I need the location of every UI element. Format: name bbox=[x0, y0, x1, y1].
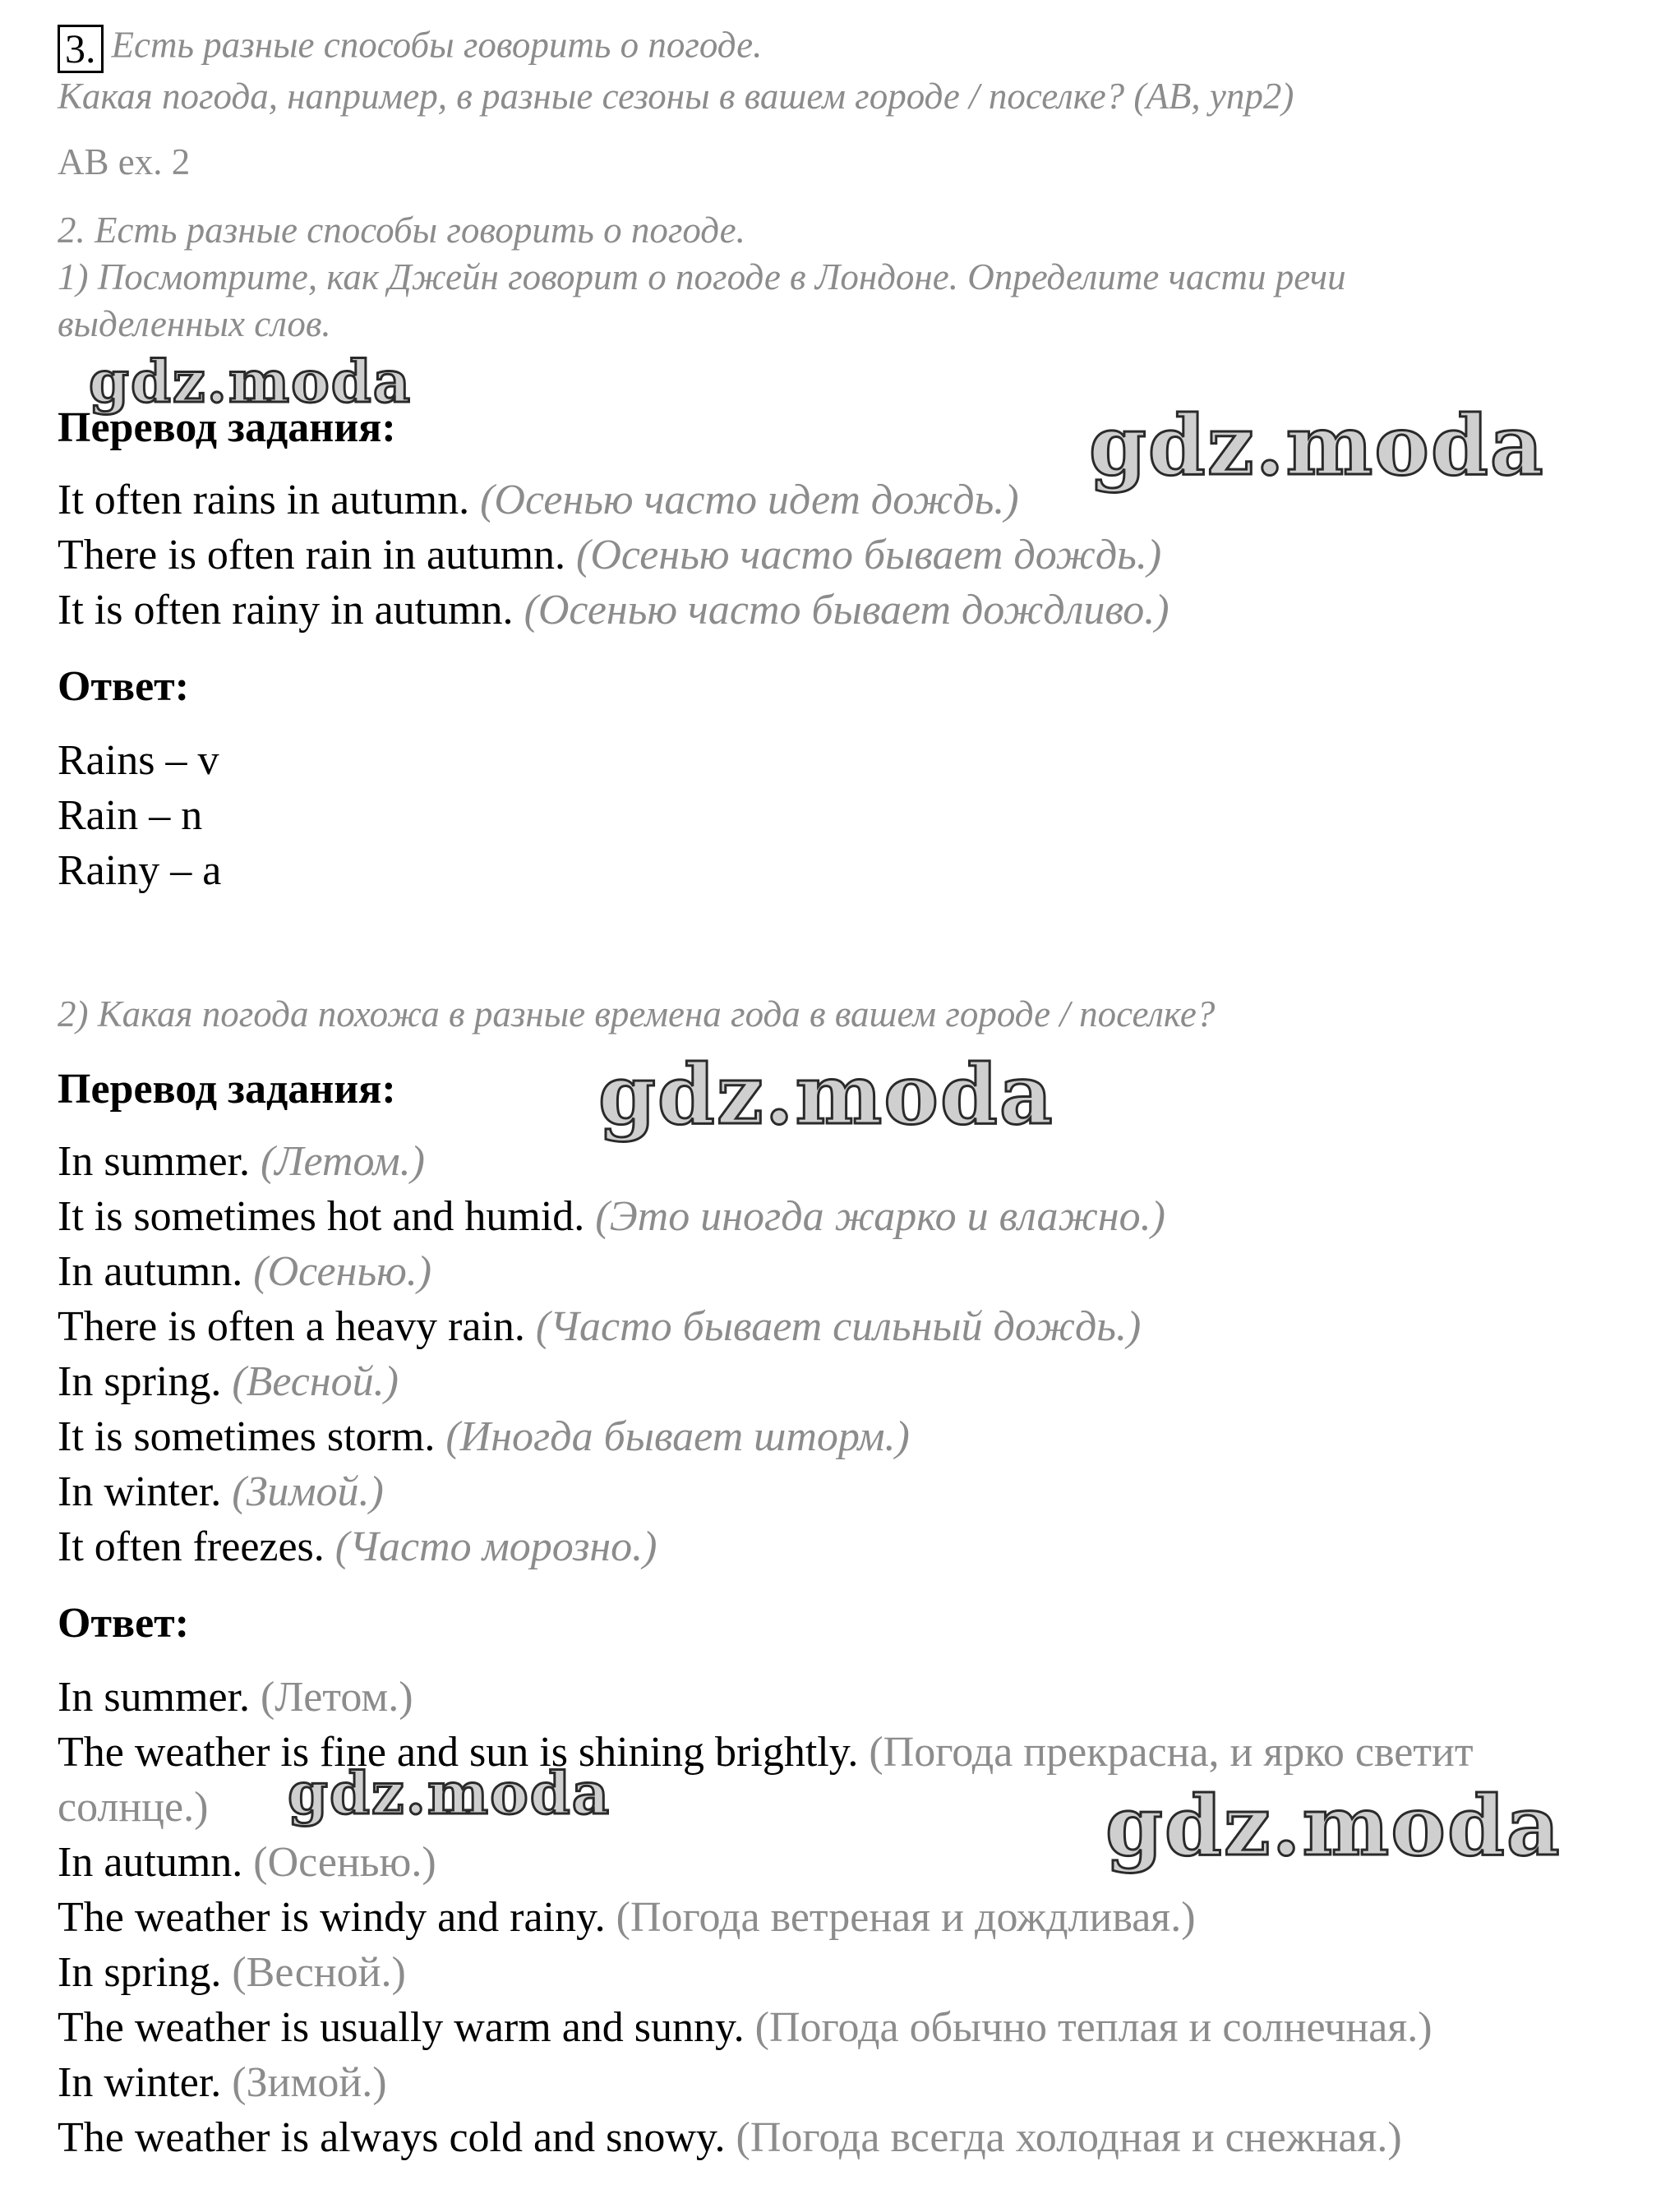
russian-translation: (Летом.) bbox=[260, 1138, 425, 1185]
english-text: There is often rain in autumn. bbox=[58, 532, 566, 578]
answer-line bbox=[58, 1949, 406, 1996]
english-text: In winter. bbox=[58, 2059, 222, 2106]
exercise-line1: 2. Есть разные способы говорить о погоде. bbox=[58, 210, 745, 251]
english-text: In spring. bbox=[58, 1949, 222, 1996]
task2-text: 2) Какая погода похожа в разные времена года в вашем городе / поселке? bbox=[58, 993, 1216, 1035]
english-text: The weather is fine and sun is shining brightly. bbox=[58, 1729, 859, 1776]
english-text: In summer. bbox=[58, 1674, 250, 1721]
russian-translation: (Часто бывает сильный дождь.) bbox=[535, 1303, 1142, 1350]
english-text: It often freezes. bbox=[58, 1523, 325, 1570]
answer-heading-1: Ответ: bbox=[58, 663, 190, 710]
english-text: In summer. bbox=[58, 1138, 250, 1185]
english-text: In spring. bbox=[58, 1358, 222, 1405]
russian-translation: (Зимой.) bbox=[232, 2059, 387, 2106]
english-text: It often rains in autumn. bbox=[58, 477, 470, 523]
exercise-line2: 1) Посмотрите, как Джейн говорит о погоде в Лондоне. Определите части речи bbox=[58, 256, 1346, 297]
russian-translation: (Осенью.) bbox=[253, 1839, 436, 1886]
english-text: It is sometimes hot and humid. bbox=[58, 1193, 585, 1240]
answer-line bbox=[58, 1786, 208, 1829]
exercise-line3: выделенных слов. bbox=[58, 303, 331, 344]
english-text: The weather is usually warm and sunny. bbox=[58, 2004, 745, 2051]
russian-translation: (Зимой.) bbox=[232, 1468, 384, 1515]
russian-translation: (Это иногда жарко и влажно.) bbox=[595, 1193, 1165, 1240]
translation-line bbox=[58, 1248, 432, 1295]
watermark-logo: gdz.moda bbox=[1089, 397, 1545, 494]
translation-line bbox=[58, 534, 1161, 577]
translation-line bbox=[58, 1138, 425, 1185]
answer-line bbox=[58, 1841, 436, 1884]
answer-line bbox=[58, 1676, 413, 1719]
english-text: The weather is always cold and snowy. bbox=[58, 2114, 726, 2161]
answer-line: Rainy – a bbox=[58, 847, 222, 894]
russian-translation: (Весной.) bbox=[232, 1358, 399, 1405]
translation-line bbox=[58, 589, 1169, 632]
translation-line bbox=[58, 1303, 1142, 1350]
answer-line: Rains – v bbox=[58, 737, 219, 784]
english-text: It is sometimes storm. bbox=[58, 1413, 436, 1460]
answer-line bbox=[58, 1896, 1196, 1939]
answer-heading-2: Ответ: bbox=[58, 1600, 190, 1647]
russian-translation: (Погода всегда холодная и снежная.) bbox=[736, 2114, 1402, 2161]
task-text-line1: Есть разные способы говорить о погоде. bbox=[111, 24, 763, 66]
answer-line bbox=[58, 2114, 1402, 2161]
answer-line bbox=[58, 2004, 1432, 2051]
russian-translation: (Погода ветреная и дождливая.) bbox=[616, 1894, 1196, 1941]
translation-line bbox=[58, 479, 1019, 522]
russian-translation: (Летом.) bbox=[260, 1674, 413, 1721]
watermark-logo: gdz.moda bbox=[1105, 1777, 1562, 1874]
english-text: In autumn. bbox=[58, 1248, 243, 1295]
task-text-line2: Какая погода, например, в разные сезоны в вашем городе / поселке? (AB, упр2) bbox=[58, 76, 1294, 117]
task-title-line bbox=[58, 25, 762, 73]
russian-translation: (Осенью часто бывает дождливо.) bbox=[524, 587, 1169, 634]
english-text: The weather is windy and rainy. bbox=[58, 1894, 606, 1941]
task-reference: AB ex. 2 bbox=[58, 141, 191, 182]
watermark-logo: gdz.moda bbox=[598, 1046, 1054, 1143]
translation-line bbox=[58, 1193, 1165, 1240]
russian-translation: (Осенью.) bbox=[253, 1248, 432, 1295]
english-text: There is often a heavy rain. bbox=[58, 1303, 525, 1350]
russian-translation: (Иногда бывает шторм.) bbox=[445, 1413, 910, 1460]
translation-heading-2: Перевод задания: bbox=[58, 1066, 396, 1113]
russian-translation: (Погода прекрасна, и ярко светит bbox=[869, 1729, 1474, 1776]
watermark-logo: gdz.moda bbox=[89, 348, 413, 416]
exercise-number: 3. bbox=[58, 25, 104, 73]
watermark-logo: gdz.moda bbox=[288, 1759, 611, 1827]
russian-translation: (Осенью часто идет дождь.) bbox=[480, 477, 1019, 523]
translation-heading-1: Перевод задания: bbox=[58, 404, 396, 451]
english-text: In winter. bbox=[58, 1468, 222, 1515]
russian-translation: (Погода обычно теплая и солнечная.) bbox=[754, 2004, 1432, 2051]
answer-line bbox=[58, 2059, 387, 2106]
translation-line bbox=[58, 1413, 910, 1460]
translation-line bbox=[58, 1358, 399, 1405]
english-text: In autumn. bbox=[58, 1839, 243, 1886]
answer-line: Rain – n bbox=[58, 792, 203, 839]
english-text: It is often rainy in autumn. bbox=[58, 587, 514, 634]
russian-translation: солнце.) bbox=[58, 1784, 209, 1831]
answer-line bbox=[58, 1731, 1474, 1774]
translation-line bbox=[58, 1523, 657, 1570]
russian-translation: (Весной.) bbox=[232, 1949, 406, 1996]
russian-translation: (Часто морозно.) bbox=[334, 1523, 657, 1570]
translation-line bbox=[58, 1468, 384, 1515]
russian-translation: (Осенью часто бывает дождь.) bbox=[576, 532, 1162, 578]
